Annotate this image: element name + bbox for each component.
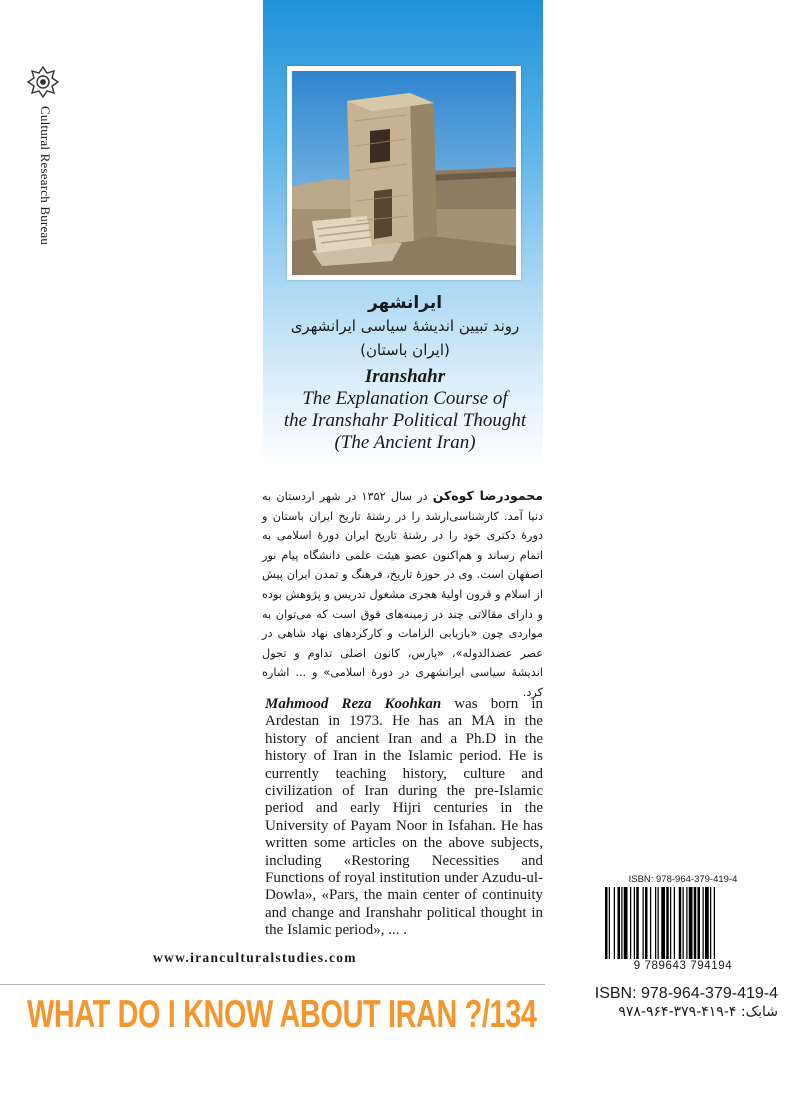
barcode-digits: 9 789643 794194 — [633, 960, 733, 972]
barcode-bar — [683, 887, 684, 959]
barcode-bar — [710, 887, 711, 959]
barcode-bar — [705, 887, 709, 959]
barcode-bar — [674, 887, 675, 959]
persian-title: ایرانشهر — [367, 293, 443, 313]
barcode-bar — [636, 887, 639, 959]
barcode-bar — [689, 887, 693, 959]
barcode-bar — [618, 887, 621, 959]
series-title: WHAT DO I KNOW ABOUT IRAN ?/134 — [27, 993, 537, 1036]
barcode-bar — [686, 887, 687, 959]
barcode-bar — [670, 887, 671, 959]
barcode-bar — [714, 887, 715, 959]
cover-photo-frame — [287, 66, 521, 280]
website-link[interactable]: www.iranculturalstudies.com — [153, 950, 357, 965]
barcode-bar — [658, 887, 659, 959]
barcode-bar — [698, 887, 701, 959]
author-bio-persian — [262, 486, 543, 703]
author-name-persian: محمودرضا کوه‌کن — [432, 488, 543, 503]
barcode-bar — [624, 887, 628, 959]
author-bio-persian-text: در سال ۱۳۵۲ در شهر اردستان به دنیا آمد. کارشناسی‌ارشد را در رشتهٔ تاریخ ایران باستان و دورهٔ دکتری خود را در رشتهٔ تاریخ ایران دورهٔ اسلامی به اتمام رساند و هم‌اکنون عضو هیئت علمی دانشگاه پیام نور اصفهان است. وی در حوزهٔ تاریخ، فرهنگ و تمدن ایران پیش از اسلام و قرون اولیهٔ هجری مشغول تدریس و پژوهش بوده و دارای مقالاتی چند در زمینه‌های فوق است که می‌توان به مواردی چون «بازیابی الزامات و کارکردهای نهاد شاهی در عصر عضدالدوله»، «پارس، کانون اصلی تداوم و تحول اندیشهٔ سیاسی ایرانشهری در دورهٔ اسلامی» و ... اشاره کرد. — [262, 490, 543, 699]
barcode-bar — [679, 887, 682, 959]
barcode — [603, 887, 763, 964]
rosette-logo-icon — [26, 65, 60, 99]
barcode-bar — [634, 887, 635, 959]
barcode-bar — [643, 887, 644, 959]
persian-subtitle-2: (ایران باستان) — [360, 341, 450, 359]
isbn-persian-label: شابک: ۴-۴۱۹-۳۷۹-۹۶۴-۹۷۸ — [618, 1004, 778, 1020]
barcode-bar — [655, 887, 656, 959]
english-title: Iranshahr — [364, 366, 446, 387]
barcode-bar — [605, 887, 608, 959]
barcode-bar — [694, 887, 697, 959]
barcode-bar — [650, 887, 651, 959]
author-bio-english — [265, 696, 543, 940]
barcode-bar — [621, 887, 622, 959]
stone-tower-photo — [292, 71, 516, 275]
barcode-bar — [666, 887, 669, 959]
barcode-bar — [661, 887, 665, 959]
title-block — [240, 292, 570, 454]
isbn-large-label: ISBN: 978-964-379-419-4 — [594, 985, 778, 1002]
barcode-bar — [614, 887, 615, 959]
persian-subtitle-1: روند تبیین اندیشهٔ سیاسی ایرانشهری — [290, 317, 520, 335]
divider — [0, 984, 545, 985]
english-subtitle-2: the Iranshahr Political Thought — [283, 410, 527, 431]
barcode-bar — [645, 887, 648, 959]
english-subtitle-3: (The Ancient Iran) — [334, 432, 476, 453]
author-name-english: Mahmood Reza Koohkan — [265, 696, 442, 712]
author-bio-english-text: was born in Ardestan in 1973. He has an MA in the history of ancient Iran and a Ph.D in the history of Iran in the Islamic period. He is currently teaching history, culture and civilization of Iran during the pre-Islamic period and early Hijri centuries in the University of Payam Noor in Isfahan. He has written some articles on the above subjects, including «Restoring Necessities and Functions of royal institution under Azudu-ul-Dowla», «Pars, the main center of continuity and change and Iranshahr political thought in the Islamic period», ... . — [265, 696, 543, 939]
english-subtitle-1: The Explanation Course of — [302, 388, 508, 409]
publisher-name: Cultural Research Bureau — [38, 106, 53, 246]
isbn-small-label: ISBN: 978-964-379-419-4 — [628, 874, 738, 885]
barcode-bar — [703, 887, 704, 959]
barcode-bar — [630, 887, 631, 959]
barcode-bar — [609, 887, 610, 959]
